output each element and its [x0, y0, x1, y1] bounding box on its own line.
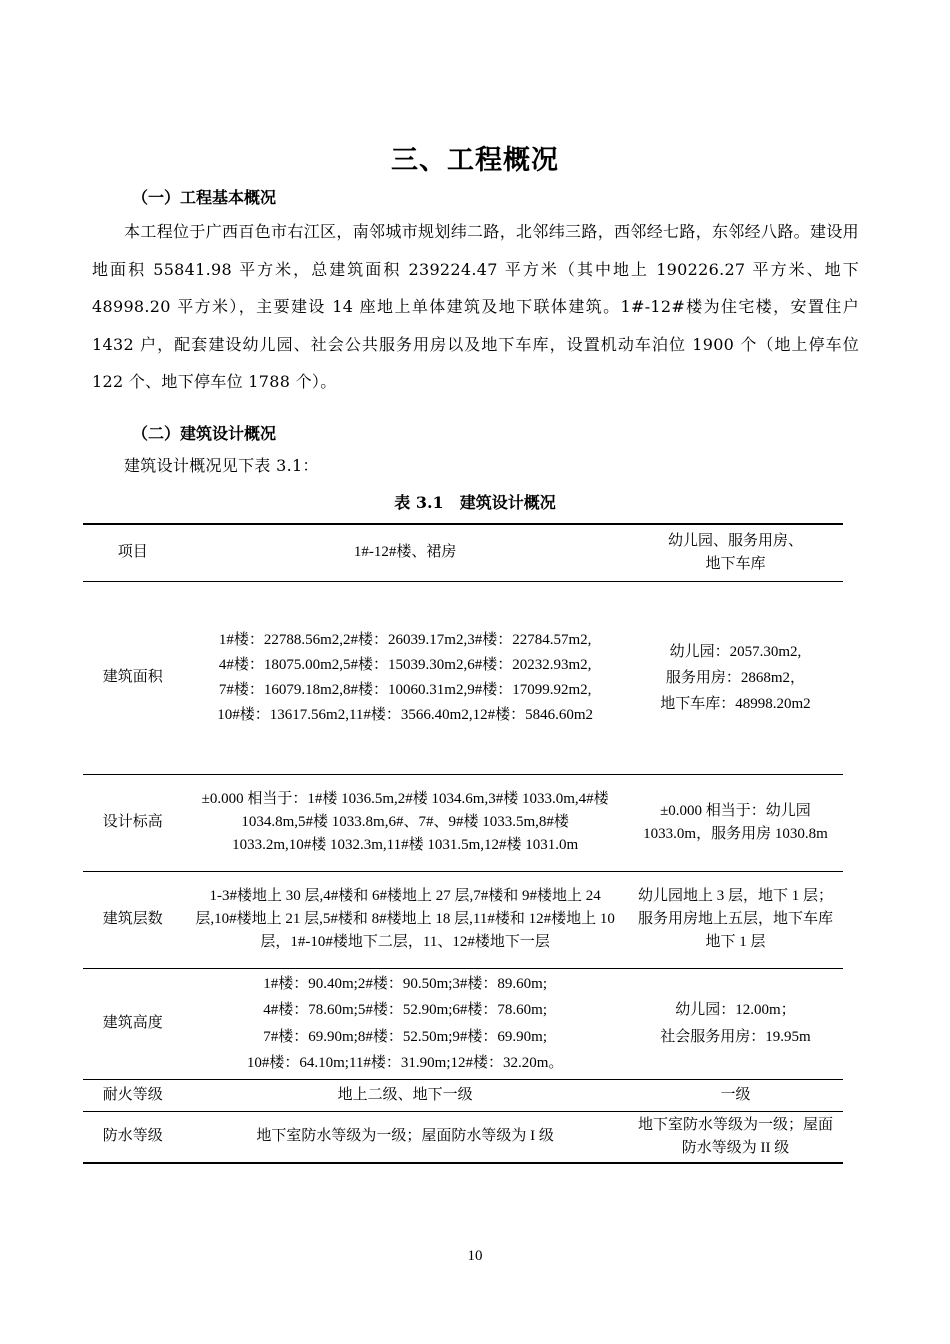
area-other-line: 地下车库：48998.20m2: [660, 695, 811, 712]
design-overview-table: [83, 523, 843, 1164]
elevation-label: 设计标高: [83, 774, 182, 871]
header-other-line1: 幼儿园、服务用房、: [667, 532, 803, 549]
floors-residential: 1-3#楼地上 30 层,4#楼和 6#楼地上 27 层,7#楼和 9#楼地上 24 层,10#楼地上 21 层,5#楼和 8#楼地上 18 层,11#楼和 12#楼地上 10 层，1#-10#楼地下二层，11、12#楼地下一层: [182, 871, 628, 968]
table-row-height: [83, 968, 843, 1079]
elevation-other: ±0.000 相当于：幼儿园 1033.0m，服务用房 1030.8m: [628, 774, 843, 871]
floors-label: 建筑层数: [83, 871, 182, 968]
area-residential: [182, 581, 628, 774]
table-row-elevation: [83, 774, 843, 871]
section-heading-design: （二）建筑设计概况: [132, 424, 277, 443]
height-other-line: 社会服务用房：19.95m: [660, 1028, 811, 1045]
page-number: 10: [467, 1248, 483, 1264]
waterproof-label: 防水等级: [83, 1111, 182, 1163]
height-residential-line: 4#楼：78.60m;5#楼：52.90m;6#楼：78.60m;: [263, 1002, 548, 1018]
waterproof-residential: 地下室防水等级为一级；屋面防水等级为 I 级: [182, 1111, 628, 1163]
table-row-waterproof: [83, 1111, 843, 1163]
area-residential-line: 4#楼：18075.00m2,5#楼：15039.30m2,6#楼：20232.93m2,: [218, 657, 592, 673]
area-residential-line: 10#楼：13617.56m2,11#楼：3566.40m2,12#楼：5846.60m2: [217, 707, 593, 723]
header-residential: 1#-12#楼、裙房: [182, 524, 628, 581]
height-other-line: 幼儿园：12.00m；: [675, 1001, 796, 1018]
height-label: 建筑高度: [83, 968, 182, 1079]
height-residential-line: 1#楼：90.40m;2#楼：90.50m;3#楼：89.60m;: [263, 975, 548, 992]
intro-text: 建筑设计概况见下表 3.1：: [124, 456, 319, 475]
table-caption: 表 3.1 建筑设计概况: [394, 493, 556, 512]
section-basic-paragraph: [92, 213, 859, 401]
area-residential-line: 7#楼：16079.18m2,8#楼：10060.31m2,9#楼：17099.92m2,: [218, 682, 592, 698]
area-other-line: 服务用房：2868m2，: [665, 669, 806, 686]
height-other: [628, 968, 843, 1079]
height-residential-line: 7#楼：69.90m;8#楼：52.50m;9#楼：69.90m;: [263, 1028, 548, 1045]
page-title: 三、工程概况: [391, 145, 559, 176]
elevation-residential: ±0.000 相当于：1#楼 1036.5m,2#楼 1034.6m,3#楼 1033.0m,4#楼 1034.8m,5#楼 1033.8m,6#、7#、9#楼 1033.5m,8#楼 1033.2m,10#楼 1032.3m,11#楼 1031.5m,12#楼 1031.0m: [182, 774, 628, 871]
section-design-intro: [92, 449, 859, 483]
fire-label: 耐火等级: [83, 1079, 182, 1111]
floors-other: 幼儿园地上 3 层，地下 1 层；服务用房地上五层，地下车库地下 1 层: [628, 871, 843, 968]
header-item: 项目: [83, 524, 182, 581]
table-row-area: [83, 581, 843, 774]
header-other-line2: 地下车库: [705, 555, 766, 572]
section-heading-basic: （一）工程基本概况: [132, 188, 277, 207]
area-other-line: 幼儿园：2057.30m2,: [669, 643, 802, 660]
area-residential-line: 1#楼：22788.56m2,2#楼：26039.17m2,3#楼：22784.57m2,: [218, 632, 592, 648]
fire-other: 一级: [628, 1079, 843, 1111]
height-residential-line: 10#楼：64.10m;11#楼：31.90m;12#楼：32.20m。: [246, 1055, 564, 1071]
fire-residential: 地上二级、地下一级: [182, 1079, 628, 1111]
table-row-floors: [83, 871, 843, 968]
area-label: 建筑面积: [83, 581, 182, 774]
header-other: [628, 524, 843, 581]
area-other: [628, 581, 843, 774]
table-header-row: [83, 524, 843, 581]
table-row-fire: [83, 1079, 843, 1111]
height-residential: [182, 968, 628, 1079]
paragraph-text: 本工程位于广西百色市右江区，南邻城市规划纬二路，北邻纬三路，西邻经七路，东邻经八路。建设用地面积 55841.98 平方米，总建筑面积 239224.47 平方米（其中地上 190226.27 平方米、地下 48998.20 平方米），主要建设 14 座地上单体建筑及地下联体建筑。1#-12#楼为住宅楼，安置住户 1432 户，配套建设幼儿园、社会公共服务用房以及地下车库，设置机动车泊位 1900 个（地上停车位 122 个、地下停车位 1788 个）。: [92, 222, 859, 391]
waterproof-other: 地下室防水等级为一级；屋面防水等级为 II 级: [628, 1111, 843, 1163]
